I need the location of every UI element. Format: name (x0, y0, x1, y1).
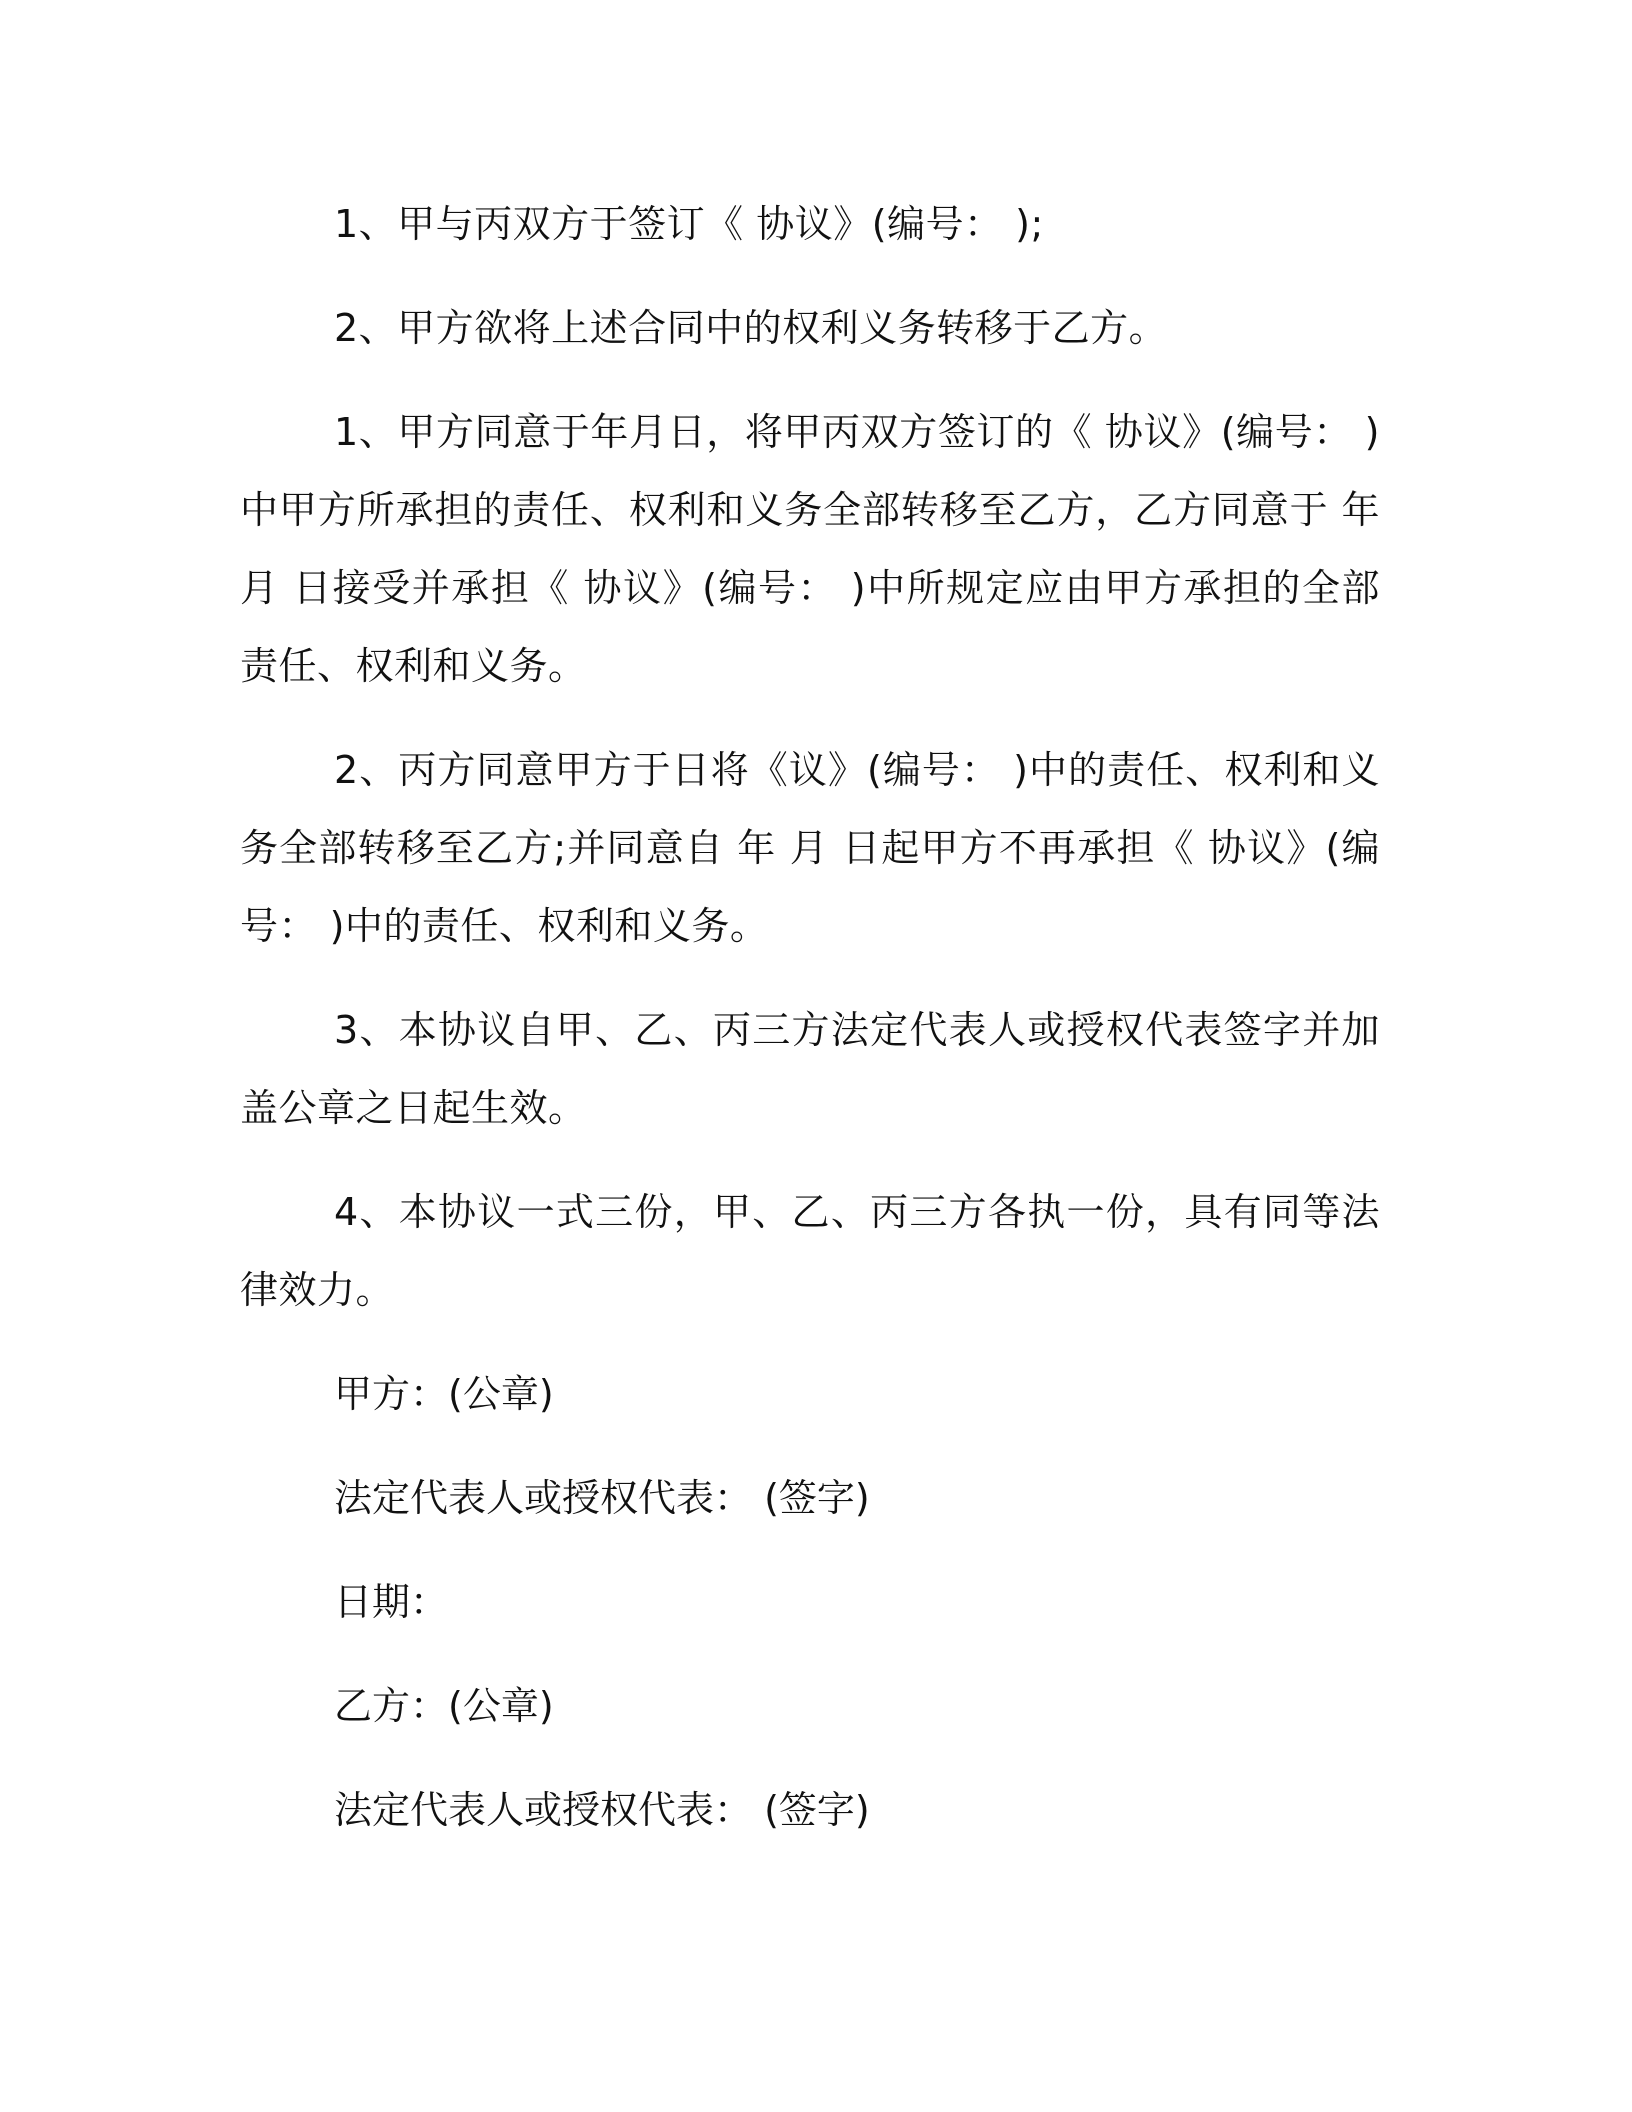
clause-1-transfer: 1、甲方同意于年月日，将甲丙双方签订的《 协议》(编号： )中甲方所承担的责任、权利和义务全部转移至乙方，乙方同意于 年 月 日接受并承担《 协议》(编号： )中所规定应由甲方承担的全部责任、权利和义务。 (240, 410, 1380, 688)
party-a-seal-line: 甲方：(公章) (334, 1372, 554, 1416)
party-a-date-line: 日期： (334, 1580, 449, 1624)
clause-3-effective: 3、本协议自甲、乙、丙三方法定代表人或授权代表签字并加盖公章之日起生效。 (240, 1008, 1380, 1130)
clause-2-consent: 2、丙方同意甲方于日将《议》(编号： )中的责任、权利和义务全部转移至乙方;并同意自 年 月 日起甲方不再承担《 协议》(编号： )中的责任、权利和义务。 (240, 748, 1380, 948)
party-b-representative-line: 法定代表人或授权代表： (签字) (334, 1788, 870, 1832)
clause-4-copies: 4、本协议一式三份，甲、乙、丙三方各执一份，具有同等法律效力。 (240, 1190, 1380, 1312)
party-b-seal-line: 乙方：(公章) (334, 1684, 554, 1728)
document-body (240, 185, 1380, 1875)
clause-2-background: 2、甲方欲将上述合同中的权利义务转移于乙方。 (334, 306, 1168, 350)
clause-1-background: 1、甲与丙双方于签订《 协议》(编号： ); (334, 202, 1044, 246)
party-a-representative-line: 法定代表人或授权代表： (签字) (334, 1476, 870, 1520)
